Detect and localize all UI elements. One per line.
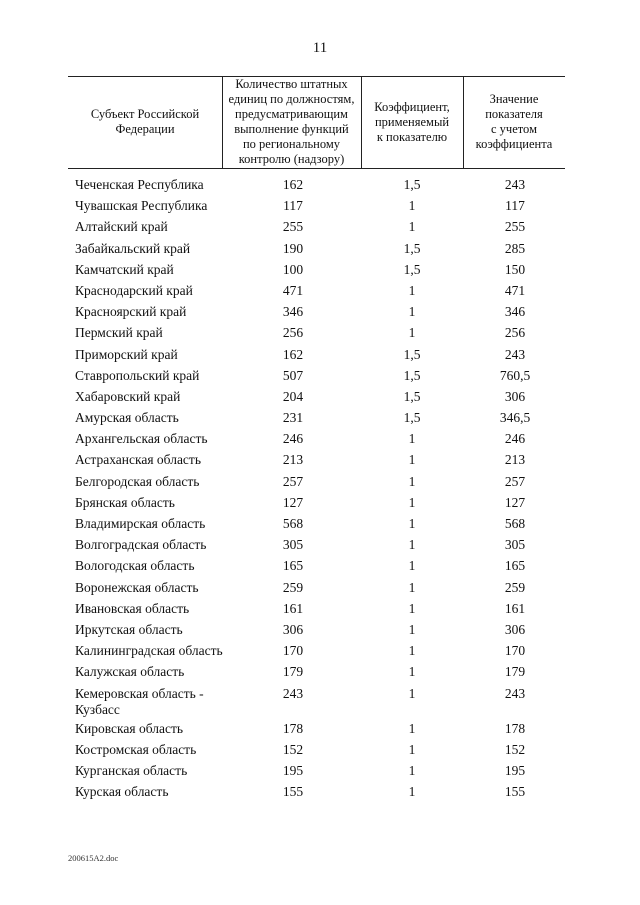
row-adjusted-value: 346,5 [499, 410, 531, 426]
row-adjusted-value: 243 [504, 685, 526, 701]
row-coefficient: 1,5 [403, 177, 421, 192]
row-staff-count: 305 [282, 537, 304, 553]
table-body [0, 177, 640, 805]
row-subject: Белгородская область [75, 473, 200, 489]
row-subject: Красноярский край [75, 304, 187, 320]
row-staff-count: 162 [282, 346, 304, 362]
row-staff-count: 127 [282, 494, 304, 510]
row-adjusted-value: 179 [504, 664, 526, 680]
row-adjusted-value: 471 [504, 282, 526, 298]
row-staff-count: 178 [282, 720, 304, 736]
row-subject: Калининградская область [75, 643, 223, 659]
row-coefficient: 1 [408, 537, 416, 553]
row-adjusted-value: 195 [504, 762, 526, 778]
row-adjusted-value: 259 [504, 579, 526, 595]
row-subject: Иркутская область [75, 621, 183, 637]
row-subject: Пермский край [75, 325, 163, 341]
row-coefficient: 1 [408, 198, 416, 214]
row-coefficient: 1 [408, 452, 416, 468]
row-staff-count: 204 [282, 388, 304, 404]
row-coefficient: 1 [408, 558, 416, 574]
row-adjusted-value: 285 [504, 240, 526, 256]
row-coefficient: 1,5 [403, 240, 421, 256]
row-coefficient: 1,5 [403, 346, 421, 362]
row-coefficient: 1 [408, 473, 416, 489]
row-adjusted-value: 568 [504, 516, 526, 531]
row-coefficient: 1 [408, 516, 416, 531]
row-subject: Камчатский край [75, 261, 174, 277]
row-adjusted-value: 243 [504, 346, 526, 362]
row-adjusted-value: 152 [504, 741, 526, 757]
row-staff-count: 255 [282, 219, 304, 235]
row-staff-count: 243 [282, 685, 304, 701]
row-staff-count: 306 [282, 621, 304, 637]
row-adjusted-value: 165 [504, 558, 526, 574]
row-coefficient: 1 [408, 720, 416, 736]
header-bottom-rule [68, 168, 565, 169]
table-row [0, 474, 640, 495]
row-staff-count: 346 [282, 304, 304, 320]
table-row [0, 177, 640, 198]
row-staff-count: 165 [282, 558, 304, 574]
table-row [0, 601, 640, 622]
table-row [0, 410, 640, 431]
table-row [0, 198, 640, 219]
table-row [0, 537, 640, 558]
row-adjusted-value: 256 [504, 325, 526, 341]
row-subject: Краснодарский край [75, 282, 193, 298]
table-row [0, 368, 640, 389]
row-subject: Забайкальский край [75, 240, 191, 256]
row-staff-count: 257 [282, 473, 304, 489]
row-coefficient: 1,5 [403, 410, 421, 426]
row-staff-count: 117 [283, 198, 303, 214]
row-subject: Кировская область [75, 720, 184, 736]
row-staff-count: 152 [282, 741, 304, 757]
row-coefficient: 1 [408, 664, 416, 680]
row-subject: Ивановская область [75, 600, 190, 616]
row-staff-count: 195 [282, 762, 304, 778]
row-adjusted-value: 346 [504, 304, 526, 320]
table-row [0, 389, 640, 410]
row-adjusted-value: 246 [504, 431, 526, 447]
row-subject: Чувашская Республика [75, 198, 208, 214]
row-adjusted-value: 117 [505, 198, 525, 214]
row-adjusted-value: 170 [504, 643, 526, 659]
row-coefficient: 1 [408, 325, 416, 341]
row-coefficient: 1 [408, 741, 416, 757]
row-coefficient: 1 [408, 494, 416, 510]
row-staff-count: 568 [282, 516, 304, 531]
row-subject: Калужская область [75, 664, 185, 680]
row-coefficient: 1 [408, 304, 416, 320]
table-row [0, 431, 640, 452]
row-adjusted-value: 155 [504, 784, 526, 800]
table-row [0, 516, 640, 537]
row-staff-count: 256 [282, 325, 304, 341]
row-adjusted-value: 243 [504, 177, 526, 192]
row-subject: Приморский край [75, 346, 178, 362]
row-staff-count: 471 [282, 282, 304, 298]
row-adjusted-value: 306 [504, 621, 526, 637]
row-staff-count: 213 [282, 452, 304, 468]
row-subject: Алтайский край [75, 219, 168, 235]
page-number: 11 [312, 40, 328, 56]
row-adjusted-value: 150 [504, 261, 526, 277]
row-subject: Амурская область [75, 410, 179, 426]
row-subject: Чеченская Республика [75, 177, 204, 192]
table-row [0, 241, 640, 262]
table-row [0, 262, 640, 283]
row-subject: Астраханская область [75, 452, 201, 468]
table-row [0, 784, 640, 805]
footer-filename: 200615A2.doc [68, 853, 119, 863]
row-subject: Ставропольский край [75, 367, 200, 383]
row-subject: Костромская область [75, 741, 197, 757]
row-subject: Воронежская область [75, 579, 199, 595]
header-subject: Субъект Российской Федерации [90, 107, 200, 136]
table-row [0, 283, 640, 304]
row-coefficient: 1,5 [403, 388, 421, 404]
row-adjusted-value: 257 [504, 473, 526, 489]
row-staff-count: 259 [282, 579, 304, 595]
row-staff-count: 170 [282, 643, 304, 659]
row-staff-count: 161 [282, 600, 304, 616]
row-adjusted-value: 178 [504, 720, 526, 736]
table-row [0, 742, 640, 763]
row-staff-count: 162 [282, 177, 304, 192]
table-row [0, 219, 640, 240]
row-staff-count: 155 [282, 784, 304, 800]
row-coefficient: 1 [408, 219, 416, 235]
row-subject: Хабаровский край [75, 388, 181, 404]
row-coefficient: 1 [408, 600, 416, 616]
header-adjusted-value: Значение показателя с учетом коэффициента [475, 92, 553, 151]
row-subject: Волгоградская область [75, 537, 207, 553]
row-subject: Владимирская область [75, 516, 206, 531]
row-adjusted-value: 127 [504, 494, 526, 510]
row-staff-count: 507 [282, 367, 304, 383]
header-staff-count: Количество штатных единиц по должностям, предусматривающим выполнение функций по региональному контролю (надзору) [228, 77, 355, 166]
row-staff-count: 190 [282, 240, 304, 256]
table-row [0, 495, 640, 516]
row-adjusted-value: 306 [504, 388, 526, 404]
row-subject: Архангельская область [75, 431, 208, 447]
row-coefficient: 1 [408, 762, 416, 778]
table-row [0, 304, 640, 325]
row-coefficient: 1 [408, 579, 416, 595]
row-coefficient: 1 [408, 282, 416, 298]
row-adjusted-value: 305 [504, 537, 526, 553]
row-coefficient: 1 [408, 431, 416, 447]
row-staff-count: 246 [282, 431, 304, 447]
header-coefficient: Коэффициент, применяемый к показателю [374, 99, 450, 144]
row-coefficient: 1 [408, 784, 416, 800]
row-coefficient: 1,5 [403, 261, 421, 277]
table-row [0, 622, 640, 643]
row-coefficient: 1 [408, 643, 416, 659]
table-row [0, 558, 640, 579]
row-subject: Брянская область [75, 494, 175, 510]
row-staff-count: 100 [282, 261, 304, 277]
table-row [0, 763, 640, 784]
table-row [0, 452, 640, 473]
row-adjusted-value: 255 [504, 219, 526, 235]
row-subject: Курская область [75, 784, 169, 800]
row-subject: Кемеровская область - Кузбасс [75, 685, 204, 717]
table-row [0, 325, 640, 346]
table-row [0, 643, 640, 664]
row-staff-count: 179 [282, 664, 304, 680]
row-staff-count: 231 [282, 410, 304, 426]
table-row [0, 686, 640, 721]
row-adjusted-value: 213 [504, 452, 526, 468]
row-subject: Курганская область [75, 762, 188, 778]
row-adjusted-value: 760,5 [499, 367, 531, 383]
row-coefficient: 1,5 [403, 367, 421, 383]
table-row [0, 664, 640, 685]
row-coefficient: 1 [408, 621, 416, 637]
row-coefficient: 1 [408, 685, 416, 701]
row-subject: Вологодская область [75, 558, 195, 574]
row-adjusted-value: 161 [504, 600, 526, 616]
table-row [0, 347, 640, 368]
table-row [0, 580, 640, 601]
table-row [0, 721, 640, 742]
